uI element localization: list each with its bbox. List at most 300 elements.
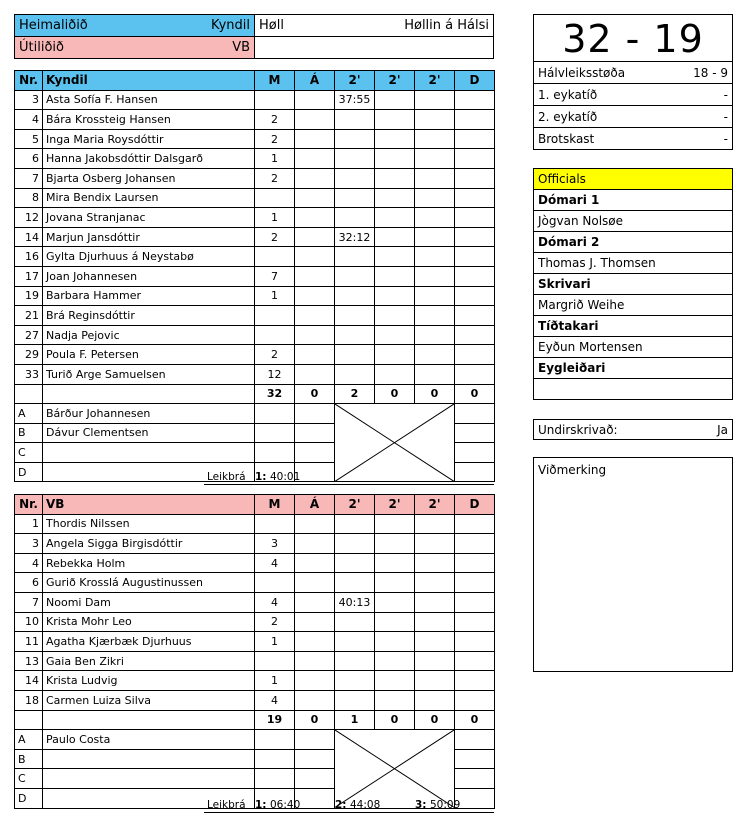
suspension-2-cell xyxy=(375,612,415,632)
suspension-3-cell xyxy=(415,306,455,326)
player-name: Agatha Kjærbæk Djurhuus xyxy=(43,632,255,652)
goals-cell: 2 xyxy=(255,345,295,365)
staff-code: A xyxy=(15,730,43,750)
suspension-2-cell xyxy=(375,129,415,149)
staff-code: C xyxy=(15,769,43,789)
table-row xyxy=(15,266,495,286)
column-header: Á xyxy=(295,71,335,91)
player-number: 33 xyxy=(15,364,43,384)
player-name: Krista Mohr Leo xyxy=(43,612,255,632)
totals-blank xyxy=(15,710,43,730)
warning-cell xyxy=(295,208,335,228)
disqualification-cell xyxy=(455,188,495,208)
column-header: 2' xyxy=(415,495,455,515)
suspension-3-cell xyxy=(415,110,455,130)
official-name: Margrið Weihe xyxy=(534,295,733,316)
player-name: Rebekka Holm xyxy=(43,553,255,573)
goals-cell: 1 xyxy=(255,286,295,306)
column-header: M xyxy=(255,495,295,515)
player-number: 13 xyxy=(15,651,43,671)
staff-blank xyxy=(295,769,335,789)
warning-cell xyxy=(295,690,335,710)
table-row xyxy=(15,325,495,345)
away-timeouts xyxy=(204,798,494,813)
suspension-3-cell xyxy=(415,573,455,593)
goals-cell xyxy=(255,188,295,208)
disqualification-cell xyxy=(455,149,495,169)
player-name: Brá Reginsdóttir xyxy=(43,306,255,326)
disqualification-cell xyxy=(455,573,495,593)
suspension-2-cell xyxy=(375,651,415,671)
goals-cell xyxy=(255,514,295,534)
official-role: Dómari 1 xyxy=(534,190,733,211)
total-m: 19 xyxy=(255,710,295,730)
suspension-1-cell xyxy=(335,306,375,326)
player-name: Asta Sofía F. Hansen xyxy=(43,90,255,110)
staff-blank xyxy=(455,423,495,443)
staff-code: B xyxy=(15,749,43,769)
away-team-name: VB xyxy=(232,40,250,55)
table-row xyxy=(15,632,495,652)
suspension-3-cell xyxy=(415,671,455,691)
suspension-2-cell xyxy=(375,632,415,652)
suspension-3-cell xyxy=(415,227,455,247)
staff-name: Paulo Costa xyxy=(43,730,255,750)
suspension-2-cell xyxy=(375,208,415,228)
total-m: 32 xyxy=(255,384,295,404)
suspension-3-cell xyxy=(415,632,455,652)
player-number: 29 xyxy=(15,345,43,365)
total-d: 0 xyxy=(455,710,495,730)
player-name: Gaia Ben Zikri xyxy=(43,651,255,671)
goals-cell: 2 xyxy=(255,168,295,188)
suspension-1-cell xyxy=(335,671,375,691)
staff-blank xyxy=(295,423,335,443)
table-row xyxy=(15,149,495,169)
totals-blank xyxy=(43,710,255,730)
suspension-1-cell xyxy=(335,514,375,534)
stat-value: - xyxy=(723,87,728,102)
goals-cell: 3 xyxy=(255,534,295,554)
empty-cell xyxy=(255,37,494,59)
table-row xyxy=(15,110,495,130)
table-row xyxy=(15,208,495,228)
column-header: 2' xyxy=(335,71,375,91)
suspension-3-cell xyxy=(415,247,455,267)
final-score: 32 - 19 xyxy=(533,14,733,62)
remark-box xyxy=(533,457,733,672)
suspension-1-cell xyxy=(335,266,375,286)
suspension-3-cell xyxy=(415,612,455,632)
player-name: Noomi Dam xyxy=(43,592,255,612)
suspension-3-cell xyxy=(415,208,455,228)
away-timeout-2-time: 44:08 xyxy=(350,799,381,811)
goals-cell: 12 xyxy=(255,364,295,384)
cross-mark-icon xyxy=(335,730,454,807)
disqualification-cell xyxy=(455,690,495,710)
suspension-2-cell xyxy=(375,188,415,208)
staff-name xyxy=(43,749,255,769)
disqualification-cell xyxy=(455,306,495,326)
table-row xyxy=(15,612,495,632)
disqualification-cell xyxy=(455,110,495,130)
column-header: 2' xyxy=(375,495,415,515)
table-row xyxy=(15,345,495,365)
player-name: Nadja Pejovic xyxy=(43,325,255,345)
goals-cell: 4 xyxy=(255,592,295,612)
disqualification-cell xyxy=(455,553,495,573)
disqualification-cell xyxy=(455,651,495,671)
warning-cell xyxy=(295,110,335,130)
player-name: Inga Maria Roysdóttir xyxy=(43,129,255,149)
home-team-cell xyxy=(15,15,255,37)
suspension-3-cell xyxy=(415,345,455,365)
totals-blank xyxy=(15,384,43,404)
warning-cell xyxy=(295,227,335,247)
table-header-row xyxy=(15,71,495,91)
warning-cell xyxy=(295,514,335,534)
goals-cell: 2 xyxy=(255,110,295,130)
officials-table xyxy=(533,168,733,400)
player-name: Angela Sigga Birgisdóttir xyxy=(43,534,255,554)
staff-blank xyxy=(455,730,495,750)
total-t1: 1 xyxy=(335,710,375,730)
column-header: Nr. xyxy=(15,495,43,515)
suspension-1-cell xyxy=(335,534,375,554)
away-timeout-3-num: 3: xyxy=(415,799,427,811)
table-row xyxy=(15,592,495,612)
table-row xyxy=(15,188,495,208)
staff-row xyxy=(15,404,495,424)
suspension-2-cell xyxy=(375,553,415,573)
totals-blank xyxy=(43,384,255,404)
suspension-2-cell xyxy=(375,325,415,345)
suspension-1-cell: 32:12 xyxy=(335,227,375,247)
player-number: 19 xyxy=(15,286,43,306)
remark-label: Viðmerking xyxy=(538,463,607,477)
suspension-3-cell xyxy=(415,325,455,345)
total-t2: 0 xyxy=(375,384,415,404)
goals-cell: 7 xyxy=(255,266,295,286)
player-number: 11 xyxy=(15,632,43,652)
officials-title: Officials xyxy=(534,169,733,190)
suspension-1-cell xyxy=(335,612,375,632)
suspension-2-cell xyxy=(375,149,415,169)
staff-code: D xyxy=(15,788,43,808)
signed-box xyxy=(533,419,733,440)
player-name: Bára Krossteig Hansen xyxy=(43,110,255,130)
player-number: 6 xyxy=(15,149,43,169)
player-name: Krista Ludvig xyxy=(43,671,255,691)
player-number: 16 xyxy=(15,247,43,267)
staff-blank xyxy=(255,769,295,789)
staff-name xyxy=(43,769,255,789)
staff-code: C xyxy=(15,443,43,463)
staff-blank xyxy=(295,404,335,424)
column-header: 2' xyxy=(415,71,455,91)
suspension-3-cell xyxy=(415,266,455,286)
goals-cell: 2 xyxy=(255,129,295,149)
away-label: Útiliðið xyxy=(19,40,64,55)
suspension-1-cell xyxy=(335,651,375,671)
disqualification-cell xyxy=(455,612,495,632)
home-team-name: Kyndil xyxy=(211,18,250,33)
staff-blank xyxy=(455,749,495,769)
suspension-1-cell xyxy=(335,188,375,208)
stat-value: - xyxy=(723,131,728,146)
suspension-2-cell xyxy=(375,573,415,593)
table-row xyxy=(15,573,495,593)
disqualification-cell xyxy=(455,364,495,384)
disqualification-cell xyxy=(455,168,495,188)
disqualification-cell xyxy=(455,345,495,365)
total-t3: 0 xyxy=(415,384,455,404)
suspension-1-cell xyxy=(335,129,375,149)
player-number: 1 xyxy=(15,514,43,534)
player-name: Barbara Hammer xyxy=(43,286,255,306)
away-timeouts-label: Leikbrá xyxy=(207,799,246,811)
away-players-table xyxy=(14,494,495,809)
suspension-2-cell xyxy=(375,364,415,384)
player-number: 18 xyxy=(15,690,43,710)
warning-cell xyxy=(295,286,335,306)
player-name: Joan Johannesen xyxy=(43,266,255,286)
player-name: Marjun Jansdóttir xyxy=(43,227,255,247)
warning-cell xyxy=(295,345,335,365)
teams-header xyxy=(14,14,494,59)
suspension-1-cell xyxy=(335,553,375,573)
warning-cell xyxy=(295,612,335,632)
away-team-cell xyxy=(15,37,255,59)
player-number: 12 xyxy=(15,208,43,228)
totals-row xyxy=(15,710,495,730)
column-header: Nr. xyxy=(15,71,43,91)
goals-cell xyxy=(255,306,295,326)
official-name xyxy=(534,379,733,400)
table-row xyxy=(15,306,495,326)
stat-row xyxy=(534,106,733,128)
suspension-1-cell xyxy=(335,149,375,169)
hall-cell xyxy=(255,15,494,37)
suspension-1-cell xyxy=(335,208,375,228)
staff-blank xyxy=(455,404,495,424)
column-header: M xyxy=(255,71,295,91)
warning-cell xyxy=(295,592,335,612)
staff-blank xyxy=(295,730,335,750)
home-timeout-1-time: 40:01 xyxy=(270,471,301,483)
staff-blank xyxy=(455,769,495,789)
official-name: Jògvan Nolsøe xyxy=(534,211,733,232)
staff-name: Bárður Johannesen xyxy=(43,404,255,424)
disqualification-cell xyxy=(455,671,495,691)
player-number: 4 xyxy=(15,110,43,130)
staff-code: A xyxy=(15,404,43,424)
player-number: 6 xyxy=(15,573,43,593)
table-row xyxy=(15,553,495,573)
staff-blank xyxy=(255,730,295,750)
table-row xyxy=(15,671,495,691)
crossed-box xyxy=(335,730,455,808)
suspension-2-cell xyxy=(375,534,415,554)
goals-cell: 1 xyxy=(255,671,295,691)
player-number: 27 xyxy=(15,325,43,345)
suspension-2-cell xyxy=(375,306,415,326)
suspension-3-cell xyxy=(415,188,455,208)
disqualification-cell xyxy=(455,592,495,612)
player-name: Gurið Krosslá Augustinussen xyxy=(43,573,255,593)
column-header: D xyxy=(455,495,495,515)
official-role: Eygleiðari xyxy=(534,358,733,379)
staff-name: Dávur Clementsen xyxy=(43,423,255,443)
suspension-3-cell xyxy=(415,592,455,612)
staff-row xyxy=(15,730,495,750)
suspension-2-cell xyxy=(375,286,415,306)
stat-row xyxy=(534,84,733,106)
suspension-2-cell xyxy=(375,592,415,612)
player-number: 7 xyxy=(15,168,43,188)
warning-cell xyxy=(295,671,335,691)
table-row xyxy=(15,286,495,306)
goals-cell xyxy=(255,651,295,671)
suspension-3-cell xyxy=(415,553,455,573)
player-number: 5 xyxy=(15,129,43,149)
suspension-2-cell xyxy=(375,690,415,710)
table-row xyxy=(15,227,495,247)
player-number: 14 xyxy=(15,671,43,691)
stat-value: 18 - 9 xyxy=(693,65,728,80)
goals-cell: 2 xyxy=(255,227,295,247)
player-number: 21 xyxy=(15,306,43,326)
disqualification-cell xyxy=(455,534,495,554)
official-role: Tíðtakari xyxy=(534,316,733,337)
table-row xyxy=(15,690,495,710)
warning-cell xyxy=(295,553,335,573)
suspension-3-cell xyxy=(415,129,455,149)
stat-row xyxy=(534,62,733,84)
disqualification-cell xyxy=(455,129,495,149)
warning-cell xyxy=(295,306,335,326)
suspension-2-cell xyxy=(375,514,415,534)
suspension-3-cell xyxy=(415,690,455,710)
home-timeouts xyxy=(204,470,494,485)
player-name: Carmen Luiza Silva xyxy=(43,690,255,710)
suspension-2-cell xyxy=(375,247,415,267)
suspension-1-cell xyxy=(335,573,375,593)
warning-cell xyxy=(295,632,335,652)
suspension-1-cell xyxy=(335,690,375,710)
stat-label: 2. eykatíð xyxy=(538,109,598,124)
table-row xyxy=(15,534,495,554)
disqualification-cell xyxy=(455,227,495,247)
player-number: 14 xyxy=(15,227,43,247)
goals-cell: 4 xyxy=(255,553,295,573)
staff-name xyxy=(43,443,255,463)
disqualification-cell xyxy=(455,286,495,306)
stat-value: - xyxy=(723,109,728,124)
suspension-3-cell xyxy=(415,149,455,169)
table-row xyxy=(15,168,495,188)
warning-cell xyxy=(295,90,335,110)
suspension-2-cell xyxy=(375,168,415,188)
player-name: Bjarta Osberg Johansen xyxy=(43,168,255,188)
suspension-1-cell xyxy=(335,364,375,384)
suspension-3-cell xyxy=(415,286,455,306)
goals-cell: 4 xyxy=(255,690,295,710)
stat-label: Hálvleiksstøða xyxy=(538,65,626,80)
team-name-header: VB xyxy=(43,495,255,515)
suspension-1-cell xyxy=(335,345,375,365)
away-timeout-3-time: 50:09 xyxy=(430,799,461,811)
suspension-2-cell xyxy=(375,110,415,130)
total-d: 0 xyxy=(455,384,495,404)
column-header: 2' xyxy=(375,71,415,91)
total-t3: 0 xyxy=(415,710,455,730)
player-number: 7 xyxy=(15,592,43,612)
player-name: Mira Bendix Laursen xyxy=(43,188,255,208)
disqualification-cell xyxy=(455,632,495,652)
suspension-1-cell xyxy=(335,110,375,130)
suspension-1-cell xyxy=(335,286,375,306)
staff-blank xyxy=(255,443,295,463)
home-timeout-1-num: 1: xyxy=(255,471,267,483)
suspension-3-cell xyxy=(415,514,455,534)
stat-row xyxy=(534,128,733,150)
goals-cell: 2 xyxy=(255,612,295,632)
warning-cell xyxy=(295,149,335,169)
suspension-3-cell xyxy=(415,534,455,554)
goals-cell xyxy=(255,247,295,267)
warning-cell xyxy=(295,651,335,671)
hall-label: Høll xyxy=(259,18,284,33)
total-a: 0 xyxy=(295,710,335,730)
disqualification-cell xyxy=(455,266,495,286)
player-number: 8 xyxy=(15,188,43,208)
goals-cell: 1 xyxy=(255,208,295,228)
stat-label: Brotskast xyxy=(538,131,595,146)
suspension-2-cell xyxy=(375,671,415,691)
staff-blank xyxy=(295,749,335,769)
table-row xyxy=(15,651,495,671)
total-t2: 0 xyxy=(375,710,415,730)
signed-value: Ja xyxy=(717,422,728,437)
suspension-3-cell xyxy=(415,651,455,671)
table-header-row xyxy=(15,495,495,515)
player-number: 3 xyxy=(15,90,43,110)
suspension-1-cell: 40:13 xyxy=(335,592,375,612)
goals-cell: 1 xyxy=(255,632,295,652)
disqualification-cell xyxy=(455,514,495,534)
column-header: D xyxy=(455,71,495,91)
table-row xyxy=(15,129,495,149)
player-name: Poula F. Petersen xyxy=(43,345,255,365)
total-t1: 2 xyxy=(335,384,375,404)
goals-cell xyxy=(255,90,295,110)
player-name: Thordis Nilssen xyxy=(43,514,255,534)
total-a: 0 xyxy=(295,384,335,404)
home-players-table xyxy=(14,70,495,482)
player-number: 17 xyxy=(15,266,43,286)
suspension-3-cell xyxy=(415,168,455,188)
suspension-1-cell xyxy=(335,247,375,267)
hall-name: Høllin á Hálsi xyxy=(404,18,489,33)
suspension-2-cell xyxy=(375,90,415,110)
warning-cell xyxy=(295,247,335,267)
disqualification-cell xyxy=(455,247,495,267)
staff-code: B xyxy=(15,423,43,443)
warning-cell xyxy=(295,573,335,593)
disqualification-cell xyxy=(455,90,495,110)
away-timeout-1-num: 1: xyxy=(255,799,267,811)
